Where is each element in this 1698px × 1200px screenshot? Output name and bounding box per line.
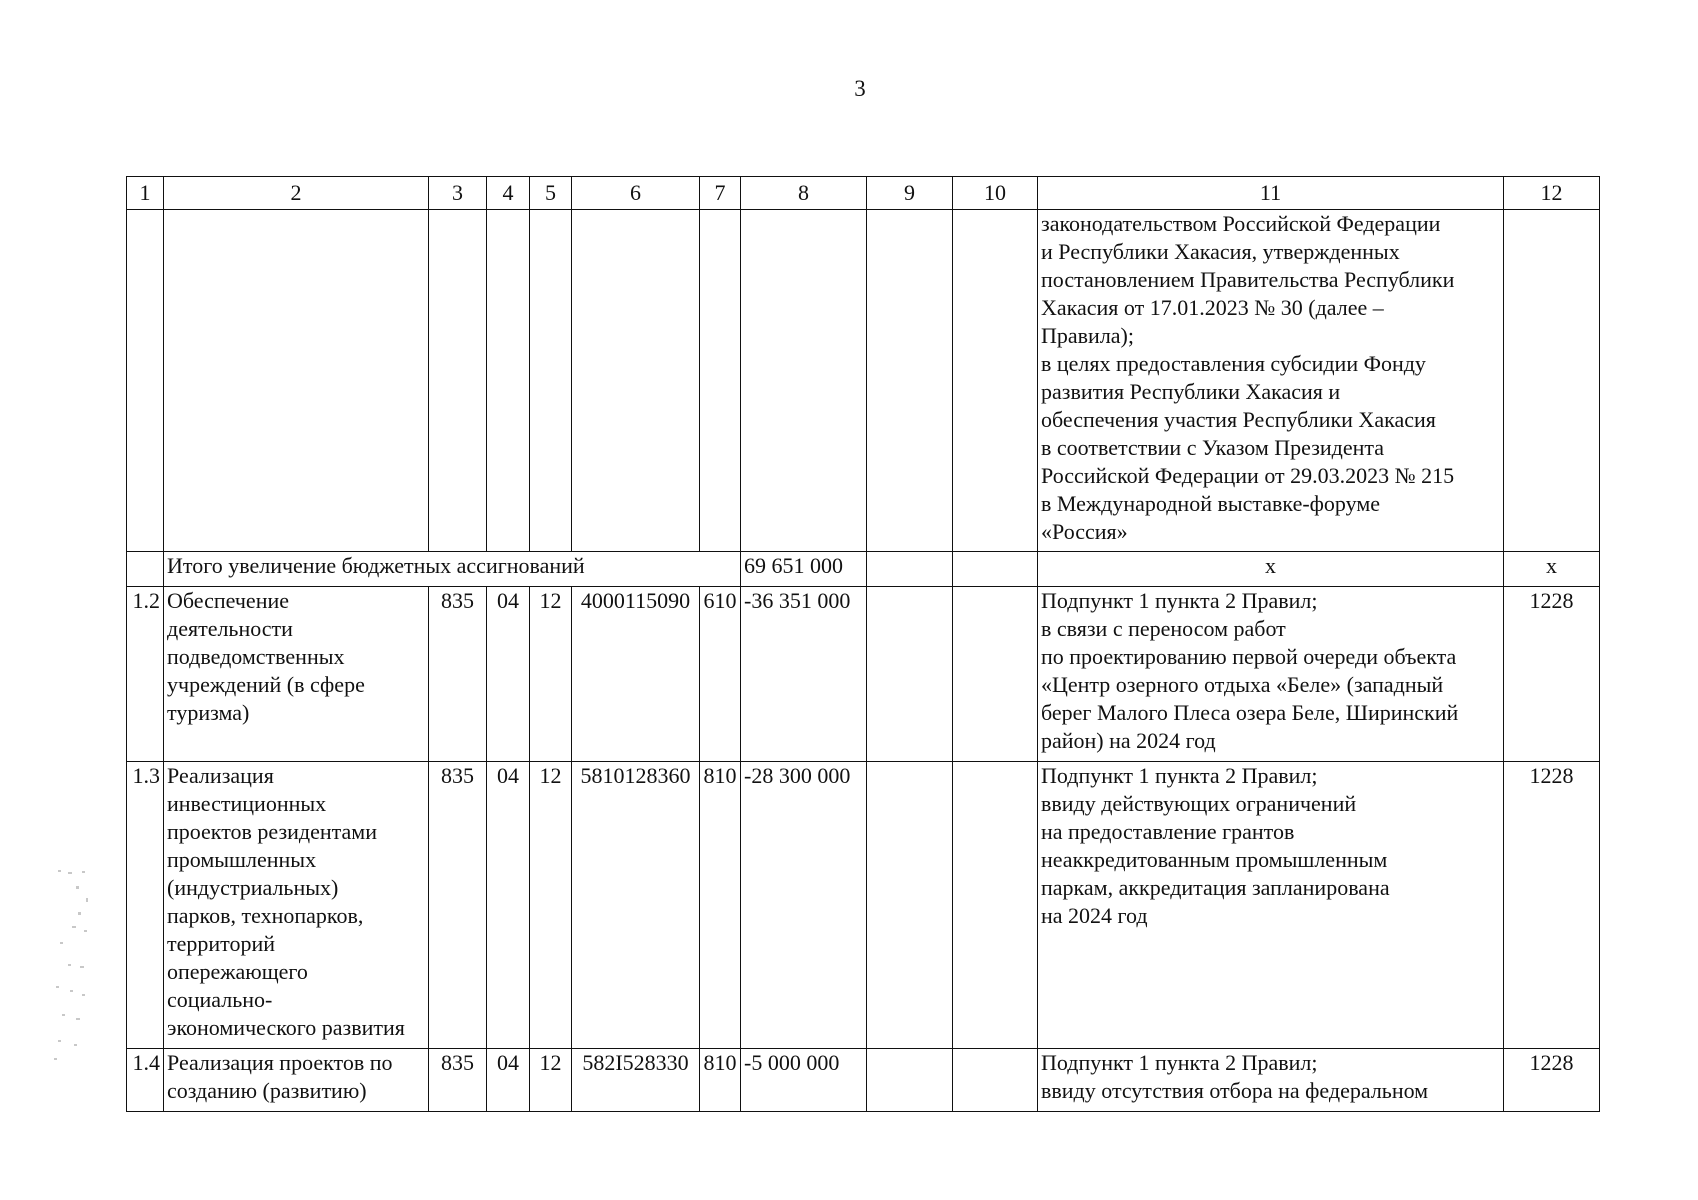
row-amount: -28 300 000: [741, 762, 867, 1049]
code-ministry: 835: [429, 587, 487, 762]
code-subsection: 12: [530, 587, 572, 762]
code-section: 04: [487, 762, 530, 1049]
table-row: [127, 587, 1600, 762]
justification-cell: Подпункт 1 пункта 2 Правил; ввиду действующих ограничений на предоставление грантов неаккредитованным промышленным паркам, аккредитация запланирована на 2024 год: [1038, 762, 1504, 1049]
total-row: [127, 552, 1600, 587]
row-name: Реализация проектов по созданию (развитию): [164, 1049, 429, 1112]
row-name: Обеспечение деятельности подведомственных учреждений (в сфере туризма): [164, 587, 429, 762]
header-cell: 9: [867, 177, 953, 210]
header-cell: 5: [530, 177, 572, 210]
table-row: [127, 1049, 1600, 1112]
code-subsection: 12: [530, 762, 572, 1049]
budget-changes-table: [126, 176, 1600, 1112]
total-c12: х: [1504, 552, 1600, 587]
justification-cell: Подпункт 1 пункта 2 Правил; в связи с переносом работ по проектированию первой очереди объекта «Центр озерного отдыха «Беле» (западный берег Малого Плеса озера Беле, Ширинский район) на 2024 год: [1038, 587, 1504, 762]
table-row: [127, 762, 1600, 1049]
total-label: Итого увеличение бюджетных ассигнований: [164, 552, 741, 587]
row-number: 1.2: [127, 587, 164, 762]
code-ministry: 835: [429, 762, 487, 1049]
code-section: 04: [487, 1049, 530, 1112]
row-code: 1228: [1504, 587, 1600, 762]
header-cell: 3: [429, 177, 487, 210]
header-cell: 10: [953, 177, 1038, 210]
header-cell: 8: [741, 177, 867, 210]
row-number: 1.3: [127, 762, 164, 1049]
row-amount: -36 351 000: [741, 587, 867, 762]
justification-cell: Подпункт 1 пункта 2 Правил; ввиду отсутствия отбора на федеральном: [1038, 1049, 1504, 1112]
code-expense-type: 810: [700, 1049, 741, 1112]
header-row: [127, 177, 1600, 210]
code-expense-type: 810: [700, 762, 741, 1049]
code-expense-type: 610: [700, 587, 741, 762]
scan-artifact: [48, 868, 96, 1064]
total-c11: х: [1038, 552, 1504, 587]
header-cell: 7: [700, 177, 741, 210]
code-subsection: 12: [530, 1049, 572, 1112]
total-amount: 69 651 000: [741, 552, 867, 587]
continuation-row: [127, 210, 1600, 552]
code-target: 5810128360: [572, 762, 700, 1049]
page-number: 3: [854, 76, 866, 101]
header-cell: 12: [1504, 177, 1600, 210]
row-amount: -5 000 000: [741, 1049, 867, 1112]
row-code: 1228: [1504, 762, 1600, 1049]
row-name: Реализация инвестиционных проектов резидентами промышленных (индустриальных) парков, технопарков, территорий опережающего социально- экономического развития: [164, 762, 429, 1049]
code-section: 04: [487, 587, 530, 762]
header-cell: 1: [127, 177, 164, 210]
code-ministry: 835: [429, 1049, 487, 1112]
row-number: 1.4: [127, 1049, 164, 1112]
code-target: 4000115090: [572, 587, 700, 762]
header-cell: 4: [487, 177, 530, 210]
code-target: 582I528330: [572, 1049, 700, 1112]
header-cell: 11: [1038, 177, 1504, 210]
header-cell: 6: [572, 177, 700, 210]
header-cell: 2: [164, 177, 429, 210]
row-code: 1228: [1504, 1049, 1600, 1112]
justification-cell: законодательством Российской Федерации и Республики Хакасия, утвержденных постановлением Правительства Республики Хакасия от 17.01.2023 № 30 (далее – Правила); в целях предоставления субсидии Фонду развития Республики Хакасия и обеспечения участия Республики Хакасия в соответствии с Указом Президента Российской Федерации от 29.03.2023 № 215 в Международной выставке-форуме «Россия»: [1038, 210, 1504, 552]
